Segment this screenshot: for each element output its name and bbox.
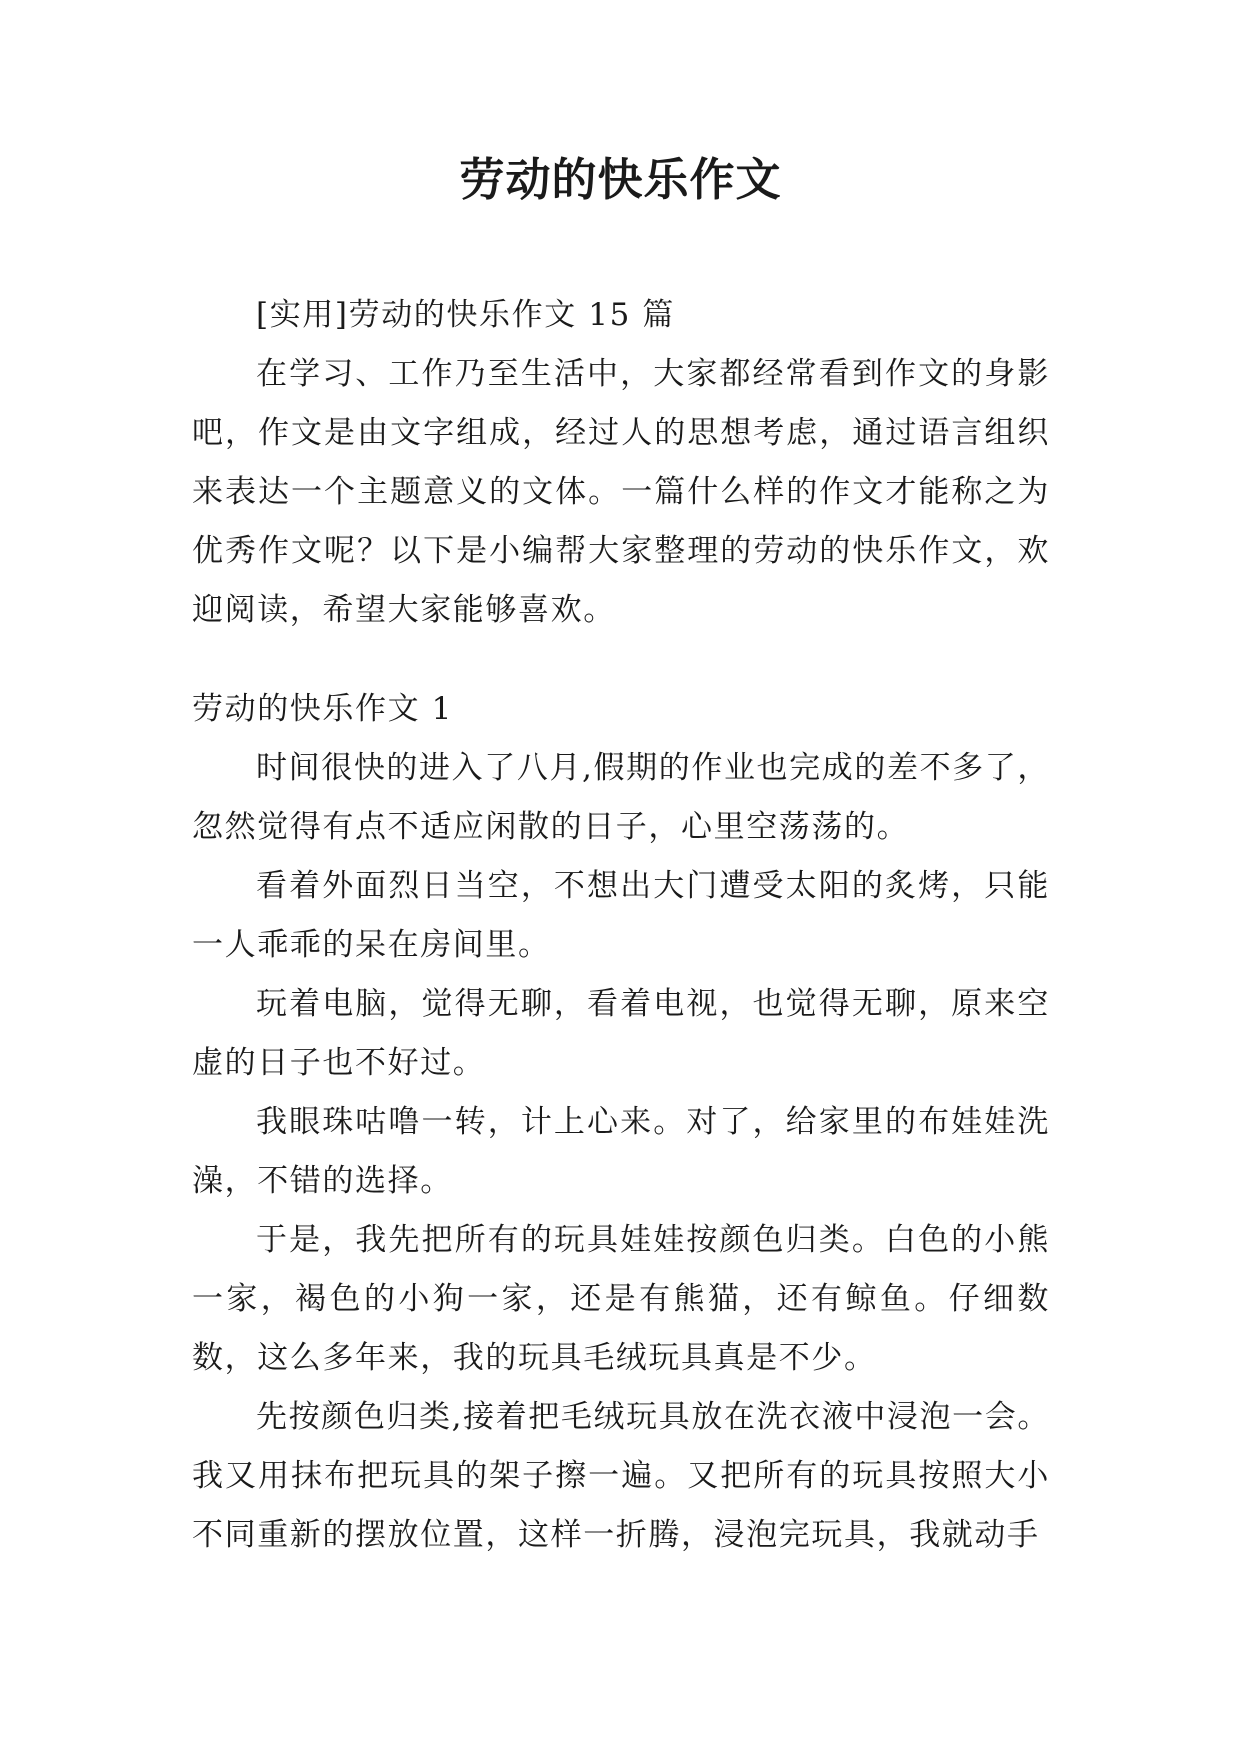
intro-paragraph: 在学习、工作乃至生活中，大家都经常看到作文的身影吧，作文是由文字组成，经过人的思想考虑，通过语言组织来表达一个主题意义的文体。一篇什么样的作文才能称之为优秀作文呢？以下是小编帮大家整理的劳动的快乐作文，欢迎阅读，希望大家能够喜欢。 (192, 356, 1050, 628)
essay-paragraph: 我眼珠咕噜一转，计上心来。对了，给家里的布娃娃洗澡，不错的选择。 (192, 1104, 1050, 1199)
essay-paragraph: 先按颜色归类,接着把毛绒玩具放在洗衣液中浸泡一会。我又用抹布把玩具的架子擦一遍。又把所有的玩具按照大小不同重新的摆放位置，这样一折腾，浸泡完玩具，我就动手 (192, 1399, 1050, 1553)
document-body (192, 286, 1050, 1565)
essay-paragraph: 于是，我先把所有的玩具娃娃按颜色归类。白色的小熊一家，褐色的小狗一家，还是有熊猫，还有鲸鱼。仔细数数，这么多年来，我的玩具毛绒玩具真是不少。 (192, 1222, 1050, 1376)
section-spacer (192, 640, 1050, 680)
essay-paragraph: 玩着电脑，觉得无聊，看着电视，也觉得无聊，原来空虚的日子也不好过。 (192, 986, 1050, 1081)
document-subtitle: [实用]劳动的快乐作文 15 篇 (256, 297, 675, 333)
section-heading: 劳动的快乐作文 1 (192, 691, 453, 727)
essay-paragraph: 看着外面烈日当空，不想出大门遭受太阳的炙烤，只能一人乖乖的呆在房间里。 (192, 868, 1050, 963)
essay-paragraph: 时间很快的进入了八月,假期的作业也完成的差不多了，忽然觉得有点不适应闲散的日子，心里空荡荡的。 (192, 750, 1050, 845)
document-title: 劳动的快乐作文 (459, 153, 782, 206)
